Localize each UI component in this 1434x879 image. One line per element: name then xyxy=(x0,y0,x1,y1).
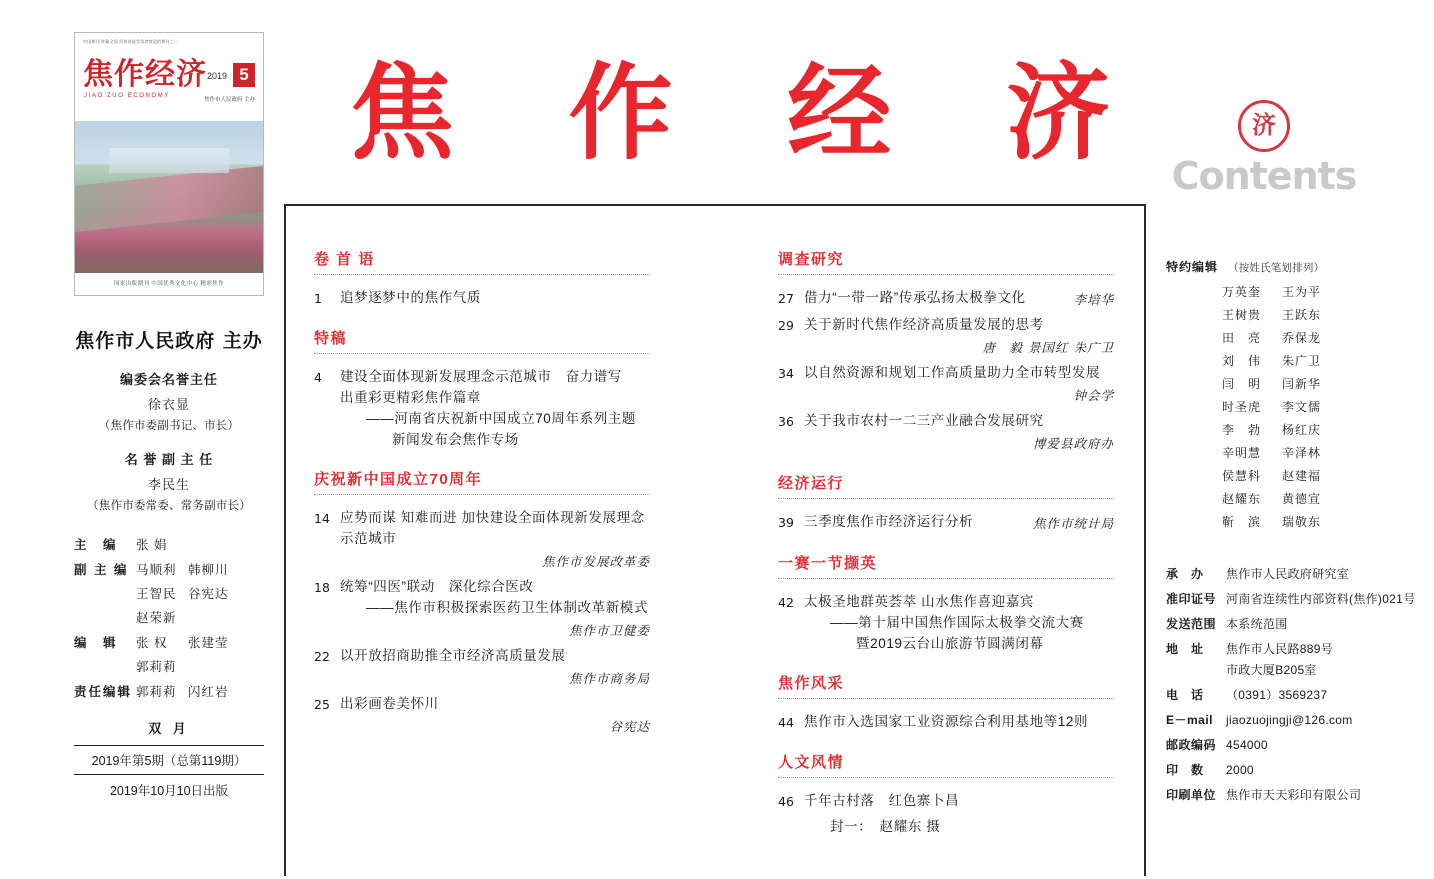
magazine-cover-image xyxy=(74,32,264,296)
entry-subtitle-line: 暨2019云台山旅游节圆满闭幕 xyxy=(856,636,1044,651)
honorary-director-label: 编委会名誉主任 xyxy=(119,372,218,387)
staff-name-line xyxy=(136,608,264,626)
frame-top-rule xyxy=(284,204,1146,206)
honorary-director-note: （焦作市委副书记、市长） xyxy=(98,420,240,432)
entry-title-line: 建设全面体现新发展理念示范城市 奋力谱写 xyxy=(340,369,622,384)
toc-section-heading: 调查研究 xyxy=(778,251,845,268)
cover-year: 2019 xyxy=(206,71,227,81)
entry-body xyxy=(804,591,1114,654)
editor-name: 刘 伟 xyxy=(1222,354,1262,368)
editor-name: 靳 滨 xyxy=(1222,515,1262,529)
entry-body xyxy=(340,287,650,309)
circle-seal-icon: 济 xyxy=(1238,100,1290,152)
editor-name: 杨红庆 xyxy=(1282,423,1322,437)
editor-name: 瑞敬东 xyxy=(1282,515,1322,529)
cover-title: 焦作经济 xyxy=(83,57,207,92)
imprint-label: 印 数 xyxy=(1166,763,1204,777)
toc-section-heading: 人文风情 xyxy=(778,754,845,771)
toc-entry[interactable] xyxy=(778,591,1114,654)
entry-author: 焦作市卫健委 xyxy=(568,623,650,638)
toc-entry[interactable] xyxy=(314,366,650,450)
entry-body xyxy=(804,816,1114,837)
staff-name: 马顺利 xyxy=(136,563,177,577)
wordmark-char-2: 作 xyxy=(568,51,673,174)
staff-name: 王智民 xyxy=(136,587,177,601)
staff-names xyxy=(136,560,264,626)
staff-label: 主 编 xyxy=(74,538,118,552)
imprint-row-print-run xyxy=(1166,762,1416,778)
editor-name: 辛明慧 xyxy=(1222,446,1262,460)
editor-name: 乔保龙 xyxy=(1282,331,1322,345)
cover-pinyin: JIAO ZUO ECONOMY xyxy=(84,93,170,99)
entry-body xyxy=(804,314,1114,358)
entry-title-line: 关于新时代焦作经济高质量发展的思考 xyxy=(804,317,1044,332)
staff-names xyxy=(136,633,264,675)
staff-name: 赵荣新 xyxy=(136,611,177,625)
editor-name: 赵耀东 xyxy=(1222,492,1262,506)
toc-entry[interactable] xyxy=(314,287,650,309)
entry-author: 焦作市统计局 xyxy=(1032,516,1114,531)
section-divider xyxy=(778,274,1114,275)
entry-title-line: 关于我市农村一二三产业融合发展研究 xyxy=(804,413,1044,428)
entry-body xyxy=(804,511,1023,534)
toc-entry[interactable] xyxy=(778,314,1114,358)
frame-left-rule xyxy=(284,204,286,876)
entry-body xyxy=(804,711,1114,733)
editor-row xyxy=(1166,329,1416,346)
imprint-value: 焦作市人民路889号 xyxy=(1226,642,1334,656)
staff-name: 张建莹 xyxy=(188,636,229,650)
toc-section-feature xyxy=(314,327,650,450)
entry-page-number: 25 xyxy=(314,697,330,712)
cover-organizer: 焦作市人民政府 主办 xyxy=(203,97,255,103)
entry-page-number: 1 xyxy=(314,291,322,306)
entry-title-line: 应势而谋 知难而进 加快建设全面体现新发展理念 xyxy=(340,510,645,525)
imprint-row-organizer xyxy=(1166,566,1416,582)
entry-subtitle-line: 新闻发布会焦作专场 xyxy=(392,432,519,447)
editor-row xyxy=(1166,398,1416,415)
imprint-list xyxy=(1166,566,1416,803)
frame-right-rule xyxy=(1144,204,1146,876)
entry-page-number: 22 xyxy=(314,649,330,664)
staff-name-line xyxy=(136,584,264,602)
editor-row xyxy=(1166,444,1416,461)
entry-page-number: 18 xyxy=(314,580,330,595)
editor-row xyxy=(1166,421,1416,438)
staff-name: 张 权 xyxy=(136,636,168,650)
editor-name: 王跃东 xyxy=(1282,308,1322,322)
entry-body xyxy=(340,507,650,572)
imprint-label: 承 办 xyxy=(1166,567,1204,581)
honorary-director-block xyxy=(74,369,264,433)
entry-subtitle-line: ——第十届中国焦作国际太极拳交流大赛 xyxy=(830,615,1084,630)
staff-label: 责任编辑 xyxy=(74,685,133,699)
imprint-label: 邮政编码 xyxy=(1166,738,1217,752)
entry-page-number: 44 xyxy=(778,715,794,730)
entry-title-line: 千年古村落 红色寨卜昌 xyxy=(804,793,960,808)
toc-entry[interactable] xyxy=(778,410,1114,454)
entry-title-line: 示范城市 xyxy=(340,531,397,546)
imprint-row-license xyxy=(1166,591,1416,607)
editor-name: 时圣虎 xyxy=(1222,400,1262,414)
imprint-value: 454000 xyxy=(1226,738,1268,752)
editor-row xyxy=(1166,352,1416,369)
cover-issue-number: 5 xyxy=(233,63,255,87)
entry-title-line: 焦作市入选国家工业资源综合利用基地等12则 xyxy=(804,714,1089,729)
toc-entry[interactable] xyxy=(314,645,650,689)
imprint-label: 准印证号 xyxy=(1166,592,1217,606)
editor-name: 朱广卫 xyxy=(1282,354,1322,368)
periodicity: 双 月 xyxy=(148,721,190,736)
editor-name: 黄德宣 xyxy=(1282,492,1322,506)
masthead-title: 焦作市人民政府 主办 xyxy=(75,330,263,352)
imprint-value[interactable]: jiaozuojingji@126.com xyxy=(1226,713,1353,727)
editor-name: 侯慧科 xyxy=(1222,469,1262,483)
entry-author: 焦作市发展改革委 xyxy=(541,554,650,569)
imprint-label: 地 址 xyxy=(1166,642,1204,656)
toc-entry xyxy=(778,816,1114,837)
imprint-row-postcode xyxy=(1166,737,1416,753)
entry-author: 钟会学 xyxy=(1073,388,1114,403)
section-divider xyxy=(778,777,1114,778)
entry-page-number: 14 xyxy=(314,511,330,526)
editor-name: 田 亮 xyxy=(1222,331,1262,345)
editor-name: 闫 明 xyxy=(1222,377,1262,391)
entry-title-line: 以开放招商助推全市经济高质量发展 xyxy=(340,648,566,663)
issue-line: 2019年第5期（总第119期） xyxy=(74,745,264,775)
staff-name: 谷宪达 xyxy=(188,587,229,601)
toc-section-70th-anniversary xyxy=(314,468,650,737)
entry-title-line: 追梦逐梦中的焦作气质 xyxy=(340,290,481,305)
imprint-label: E－mail xyxy=(1166,713,1214,727)
toc-section-heading: 庆祝新中国成立70周年 xyxy=(314,471,483,488)
entry-author: 博爱县政府办 xyxy=(1032,436,1114,451)
staff-name: 韩柳川 xyxy=(188,563,229,577)
wordmark-char-4: 济 xyxy=(1005,51,1110,174)
contents-logo-block xyxy=(1164,100,1364,198)
magazine-wordmark xyxy=(350,51,1110,174)
toc-column-2 xyxy=(778,248,1114,841)
toc-entry[interactable] xyxy=(314,507,650,572)
editor-name: 闫新华 xyxy=(1282,377,1322,391)
entry-body xyxy=(804,790,1114,812)
entry-body xyxy=(804,410,1114,454)
imprint-row-distribution xyxy=(1166,616,1416,632)
staff-name: 闪红岩 xyxy=(188,685,229,699)
imprint-row-printer xyxy=(1166,787,1416,803)
staff-label: 编 辑 xyxy=(74,636,118,650)
entry-page-number: 4 xyxy=(314,370,322,385)
honorary-director-name: 徐衣显 xyxy=(147,397,190,412)
toc-section-heading: 经济运行 xyxy=(778,475,845,492)
section-divider xyxy=(314,274,650,275)
toc-section-economy-operation xyxy=(778,472,1114,534)
entry-author: 唐 毅 景国红 朱广卫 xyxy=(982,340,1114,355)
editor-row xyxy=(1166,283,1416,300)
imprint-label: 发送范围 xyxy=(1166,617,1217,631)
special-editors-label: 特约编辑 xyxy=(1166,260,1219,274)
cover-credit-line: 封一： 赵耀东 摄 xyxy=(830,819,941,834)
entry-title-line: 出彩画卷美怀川 xyxy=(340,696,439,711)
staff-name: 张 娟 xyxy=(136,538,168,552)
cover-microtext: 中国期刊 库藏全国 河南省最受读者欢迎的期刊之一 xyxy=(83,39,179,44)
editor-row xyxy=(1166,467,1416,484)
editor-row xyxy=(1166,490,1416,507)
entry-page-number xyxy=(778,816,804,837)
entry-body xyxy=(804,362,1114,406)
toc-section-heading: 焦作风采 xyxy=(778,675,845,692)
entry-page-number: 36 xyxy=(778,414,794,429)
section-divider xyxy=(778,498,1114,499)
toc-section-culture xyxy=(778,751,1114,837)
toc-section-heading: 一赛一节撷英 xyxy=(778,555,878,572)
wordmark-char-1: 焦 xyxy=(350,51,455,174)
publication-date: 2019年10月10日出版 xyxy=(109,784,229,798)
imprint-value: 焦作市天天彩印有限公司 xyxy=(1226,788,1362,802)
left-column xyxy=(74,32,264,799)
imprint-value: 河南省连续性内部资料(焦作)021号 xyxy=(1226,592,1416,606)
entry-page-number: 27 xyxy=(778,291,794,306)
toc-entry[interactable] xyxy=(778,790,1114,812)
imprint-value: （0391）3569237 xyxy=(1226,688,1328,702)
imprint-value: 2000 xyxy=(1226,763,1254,777)
staff-names xyxy=(136,682,264,700)
toc-section-city-style xyxy=(778,672,1114,733)
entry-body xyxy=(340,576,650,641)
entry-title-line: 借力“一带一路”传承弘扬太极拳文化 xyxy=(804,290,1026,305)
entry-title-line: 出重彩更精彩焦作篇章 xyxy=(340,390,481,405)
entry-page-number: 42 xyxy=(778,595,794,610)
entry-body xyxy=(340,645,650,689)
toc-entry[interactable] xyxy=(778,711,1114,733)
toc-entry[interactable] xyxy=(314,576,650,641)
editor-name: 李 勃 xyxy=(1222,423,1262,437)
toc-section-competition-festival xyxy=(778,552,1114,654)
staff-row xyxy=(74,535,264,553)
section-divider xyxy=(314,494,650,495)
toc-column-1 xyxy=(314,248,650,741)
staff-row xyxy=(74,560,264,626)
editor-name: 辛泽林 xyxy=(1282,446,1322,460)
entry-title-line: 三季度焦作市经济运行分析 xyxy=(804,514,974,529)
toc-section-preface xyxy=(314,248,650,309)
imprint-label: 电 话 xyxy=(1166,688,1204,702)
toc-entry[interactable] xyxy=(778,362,1114,406)
imprint-row-phone xyxy=(1166,687,1416,703)
editor-row xyxy=(1166,306,1416,323)
section-divider xyxy=(778,698,1114,699)
special-editors-note: （按姓氏笔划排列） xyxy=(1228,262,1325,274)
honorary-deputy-note: （焦作市委常委、常务副市长） xyxy=(87,500,251,512)
staff-list xyxy=(74,535,264,700)
imprint-value: 本系统范围 xyxy=(1226,617,1288,631)
toc-entry[interactable] xyxy=(778,511,1114,534)
imprint-row-address xyxy=(1166,641,1416,678)
staff-row xyxy=(74,633,264,675)
imprint-value-line2: 市政大厦B205室 xyxy=(1226,663,1317,677)
editor-row xyxy=(1166,513,1416,530)
honorary-deputy-block xyxy=(74,449,264,513)
staff-name-line xyxy=(136,657,264,675)
contents-heading: Contents xyxy=(1171,154,1357,198)
toc-section-heading: 特稿 xyxy=(314,330,348,347)
editor-name: 王为平 xyxy=(1282,285,1322,299)
imprint-value-wrapper xyxy=(1226,641,1416,678)
imprint-row-email xyxy=(1166,712,1416,728)
entry-subtitle-line: ——焦作市积极探索医药卫生体制改革新模式 xyxy=(366,600,648,615)
staff-names xyxy=(136,535,264,553)
section-divider xyxy=(778,578,1114,579)
entry-body xyxy=(340,693,650,737)
entry-page-number: 34 xyxy=(778,366,794,381)
toc-section-research xyxy=(778,248,1114,454)
editor-name: 王树贵 xyxy=(1222,308,1262,322)
toc-entry[interactable] xyxy=(778,287,1114,310)
entry-body xyxy=(340,366,650,450)
entry-title-line: 太极圣地群英荟萃 山水焦作喜迎嘉宾 xyxy=(804,594,1034,609)
special-editors-header xyxy=(1166,258,1416,275)
colophon-column xyxy=(1166,258,1416,812)
staff-name: 郭莉莉 xyxy=(136,685,177,699)
imprint-label: 印刷单位 xyxy=(1166,788,1217,802)
staff-row xyxy=(74,682,264,700)
toc-section-heading: 卷 首 语 xyxy=(314,251,375,268)
wordmark-char-3: 经 xyxy=(787,51,892,174)
section-divider xyxy=(314,353,650,354)
editor-row xyxy=(1166,375,1416,392)
entry-author: 谷宪达 xyxy=(609,719,650,734)
cover-photograph xyxy=(75,121,263,273)
editor-name: 李文儒 xyxy=(1282,400,1322,414)
honorary-deputy-name: 李民生 xyxy=(147,477,190,492)
entry-title-line: 以自然资源和规划工作高质量助力全市转型发展 xyxy=(804,365,1101,380)
imprint-value: 焦作市人民政府研究室 xyxy=(1226,567,1350,581)
editor-name: 万英奎 xyxy=(1222,285,1262,299)
editor-name: 赵建福 xyxy=(1282,469,1322,483)
staff-label: 副 主 编 xyxy=(74,563,129,577)
entry-page-number: 29 xyxy=(778,318,794,333)
entry-author: 李培华 xyxy=(1073,292,1114,307)
entry-page-number: 39 xyxy=(778,515,794,530)
staff-name: 郭莉莉 xyxy=(136,660,177,674)
entry-author: 焦作市商务局 xyxy=(568,671,650,686)
honorary-deputy-label: 名 誉 副 主 任 xyxy=(124,452,214,467)
entry-title-line: 统筹“四医”联动 深化综合医改 xyxy=(340,579,534,594)
toc-entry[interactable] xyxy=(314,693,650,737)
cover-footer-text: 国家出版期刊 中国优秀文化中心 精彩焦作 xyxy=(75,273,263,295)
entry-subtitle-line: ——河南省庆祝新中国成立70周年系列主题 xyxy=(366,411,637,426)
entry-page-number: 46 xyxy=(778,794,794,809)
entry-body xyxy=(804,287,1063,310)
